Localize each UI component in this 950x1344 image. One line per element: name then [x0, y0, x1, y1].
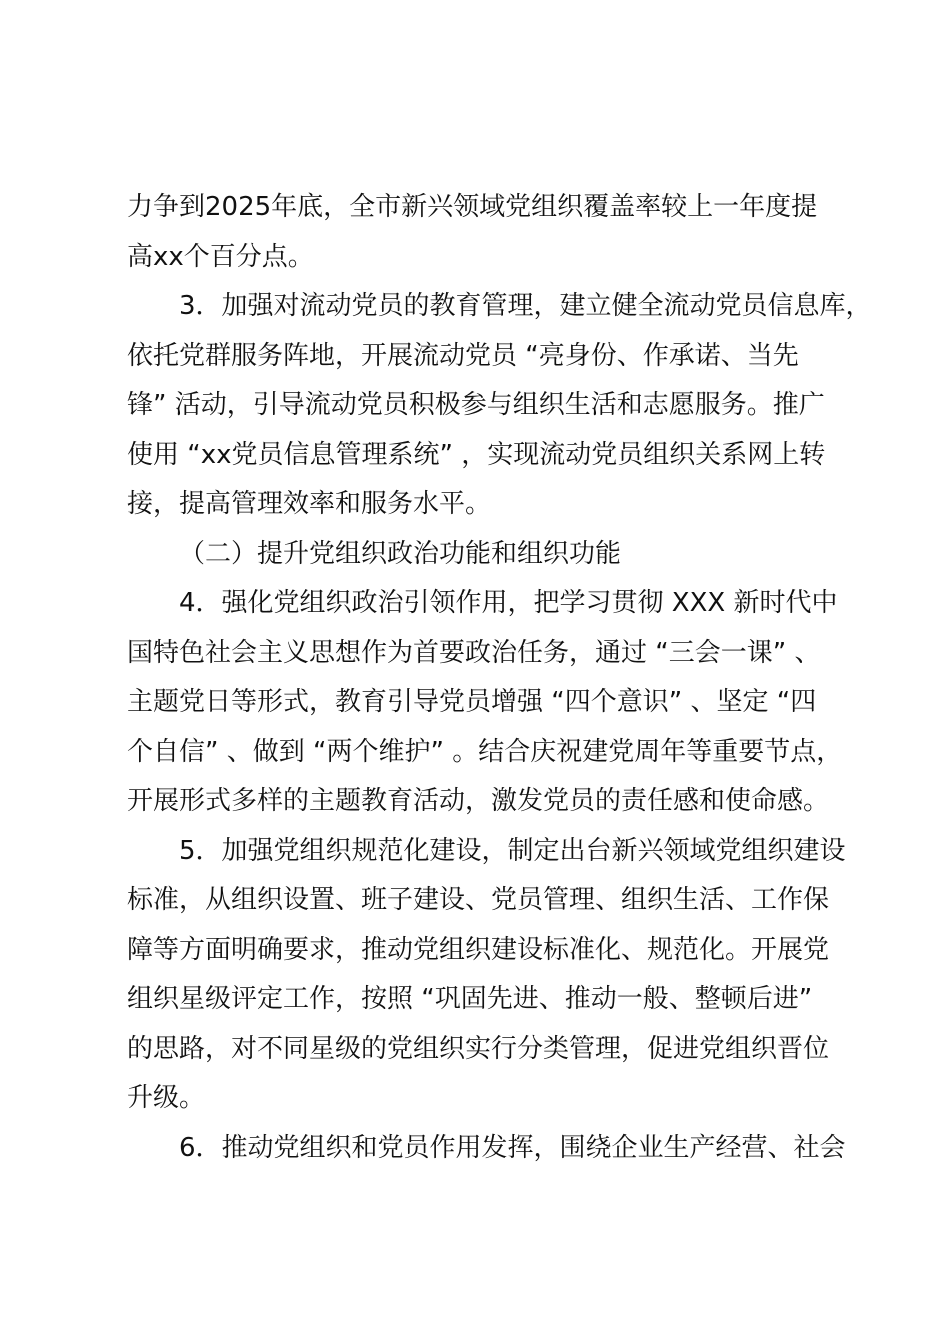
text-line: 锋” 活动，引导流动党员积极参与组织生活和志愿服务。推广 — [127, 390, 825, 420]
text-line: 依托党群服务阵地，开展流动党员 “亮身份、作承诺、当先 — [127, 340, 799, 371]
document-body — [127, 183, 872, 1173]
text-line: 组织星级评定工作，按照 “巩固先进、推动一般、整顿后进” — [127, 984, 813, 1014]
paragraph-start-4: 4．强化党组织政治引领作用，把学习贯彻 XXX 新时代中 — [179, 588, 838, 618]
text-line: 个自信” 、做到 “两个维护” 。结合庆祝建党周年等重要节点， — [127, 736, 843, 767]
text-line: 高xx个百分点。 — [127, 241, 314, 272]
paragraph-start-5: 5．加强党组织规范化建设，制定出台新兴领域党组织建设 — [179, 835, 846, 866]
text-line: 接，提高管理效率和服务水平。 — [127, 489, 492, 519]
text-line: 国特色社会主义思想作为首要政治任务，通过 “三会一课” 、 — [127, 637, 821, 668]
text-line: 障等方面明确要求，推动党组织建设标准化、规范化。开展党 — [127, 934, 830, 965]
text-line: 开展形式多样的主题教育活动，激发党员的责任感和使命感。 — [127, 786, 830, 816]
paragraph-start-6: 6．推动党组织和党员作用发挥，围绕企业生产经营、社会 — [179, 1132, 846, 1163]
text-line: 的思路，对不同星级的党组织实行分类管理，促进党组织晋位 — [127, 1033, 830, 1064]
text-line: 主题党日等形式，教育引导党员增强 “四个意识” 、坚定 “四 — [127, 687, 817, 717]
paragraph-start-3: 3．加强对流动党员的教育管理，建立健全流动党员信息库， — [179, 291, 872, 321]
text-line: 使用 “xx党员信息管理系统” ，实现流动党员组织关系网上转 — [127, 439, 826, 470]
text-line: 标准，从组织设置、班子建设、党员管理、组织生活、工作保 — [127, 885, 830, 915]
text-line: 升级。 — [127, 1083, 206, 1113]
section-heading: （二）提升党组织政治功能和组织功能 — [179, 538, 622, 569]
text-line: 力争到2025年底，全市新兴领域党组织覆盖率较上一年度提 — [127, 192, 818, 222]
